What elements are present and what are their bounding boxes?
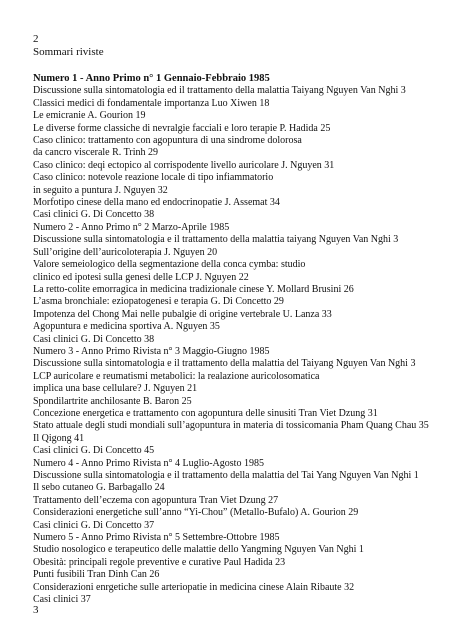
contents-entry: Casi clinici 37 bbox=[33, 594, 91, 606]
page-number-bottom: 3 bbox=[33, 604, 39, 616]
contents-entry: Il sebo cutaneo G. Barbagallo 24 bbox=[33, 482, 165, 494]
contents-entry: Le emicranie A. Gourion 19 bbox=[33, 110, 146, 122]
contents-entry: Agopuntura e medicina sportiva A. Nguyen 35 bbox=[33, 321, 220, 333]
contents-entry: Obesità: principali regole preventive e curative Paul Hadida 23 bbox=[33, 556, 286, 568]
contents-entry: Considerazioni enrgetiche sulle arteriopatie in medicina cinese Alain Ribaute 32 bbox=[33, 581, 355, 593]
contents-entry: Caso clinico: notevole reazione locale di tipo infiammatorio bbox=[33, 172, 274, 184]
contents-entry: clinico ed ipotesi sulla genesi delle LCP J. Nguyen 22 bbox=[33, 271, 249, 283]
contents-entry: in seguito a puntura J. Nguyen 32 bbox=[33, 184, 168, 196]
contents-entry: Le diverse forme classiche di nevralgie facciali e loro terapie P. Hadida 25 bbox=[33, 122, 331, 134]
contents-entry: Casi clinici G. Di Concetto 38 bbox=[33, 209, 155, 221]
contents-entry: Discussione sulla sintomatologia ed il trattamento della malattia Taiyang Nguyen Van Nghi 3 bbox=[33, 85, 406, 97]
contents-list bbox=[33, 73, 463, 606]
contents-entry: da cancro viscerale R. Trinh 29 bbox=[33, 147, 158, 159]
contents-entry: Numero 4 - Anno Primo Rivista n° 4 Luglio-Agosto 1985 bbox=[33, 457, 264, 469]
contents-entry: LCP auricolare e reumatismi metabolici: la realazione auricolosomatica bbox=[33, 370, 320, 382]
contents-entry: Trattamento dell’eczema con agopuntura Tran Viet Dzung 27 bbox=[33, 494, 279, 506]
contents-entry: Considerazioni energetiche sull’anno “Yi-Chou” (Metallo-Bufalo) A. Gourion 29 bbox=[33, 507, 359, 519]
contents-entry: Discussione sulla sintomatologia e il trattamento della malattia del Taiyang Nguyen Van Nghi 3 bbox=[33, 358, 416, 370]
contents-entry: Il Qigong 41 bbox=[33, 432, 85, 444]
contents-entry: Discussione sulla sintomatologia e il trattamento della malattia taiyang Nguyen Van Nghi 3 bbox=[33, 234, 399, 246]
contents-entry: Impotenza del Chong Mai nelle pubalgie di origine vertebrale U. Lanza 33 bbox=[33, 308, 332, 320]
contents-entry: Morfotipo cinese della mano ed endocrinopatie J. Assemat 34 bbox=[33, 197, 280, 209]
contents-entry: La retto-colite emorragica in medicina tradizionale cinese Y. Mollard Brusini 26 bbox=[33, 283, 354, 295]
contents-entry: Sull’origine dell’auricoloterapia J. Nguyen 20 bbox=[33, 246, 218, 258]
contents-entry: Numero 2 - Anno Primo n° 2 Marzo-Aprile 1985 bbox=[33, 221, 230, 233]
contents-entry: Numero 5 - Anno Primo Rivista n° 5 Settembre-Ottobre 1985 bbox=[33, 532, 280, 544]
contents-entry: L’asma bronchiale: eziopatogenesi e terapia G. Di Concetto 29 bbox=[33, 296, 284, 308]
contents-entry: Casi clinici G. Di Concetto 38 bbox=[33, 333, 155, 345]
contents-entry: Casi clinici G. Di Concetto 37 bbox=[33, 519, 155, 531]
contents-entry: Caso clinico: deqi ectopico al corrispodente livello auricolare J. Nguyen 31 bbox=[33, 159, 335, 171]
contents-entry: Valore semeiologico della segmentazione della conca cymba: studio bbox=[33, 259, 306, 271]
document-page bbox=[33, 33, 463, 606]
contents-entry: Spondilartrite anchilosante B. Baron 25 bbox=[33, 395, 192, 407]
issue-heading: Numero 1 - Anno Primo n° 1 Gennaio-Febbraio 1985 bbox=[33, 73, 270, 84]
contents-entry: Punti fusibili Tran Dinh Can 26 bbox=[33, 569, 160, 581]
contents-entry: Studio nosologico e terapeutico delle malattie dello Yangming Nguyen Van Nghi 1 bbox=[33, 544, 364, 556]
contents-entry: Numero 3 - Anno Primo Rivista n° 3 Maggio-Giugno 1985 bbox=[33, 345, 270, 357]
contents-entry: Concezione energetica e trattamento con agopuntura delle sinusiti Tran Viet Dzung 31 bbox=[33, 407, 378, 419]
section-title: Sommari riviste bbox=[33, 46, 104, 58]
contents-entry: Caso clinico: trattamento con agopuntura di una sindrome dolorosa bbox=[33, 135, 302, 147]
contents-entry: Discussione sulla sintomatologia e il trattamento della malattia del Tai Yang Nguyen Van Nghi 1 bbox=[33, 470, 419, 481]
contents-entry: Casi clinici G. Di Concetto 45 bbox=[33, 445, 155, 457]
contents-entry: implica una base cellulare? J. Nguyen 21 bbox=[33, 383, 198, 395]
contents-entry: Classici medici di fondamentale importanza Luo Xiwen 18 bbox=[33, 97, 270, 109]
contents-entry: Stato attuale degli studi mondiali sull’agopuntura in materia di tossicomania Pham Quang Chau 35 bbox=[33, 420, 429, 432]
page-number-top: 2 bbox=[33, 33, 39, 45]
